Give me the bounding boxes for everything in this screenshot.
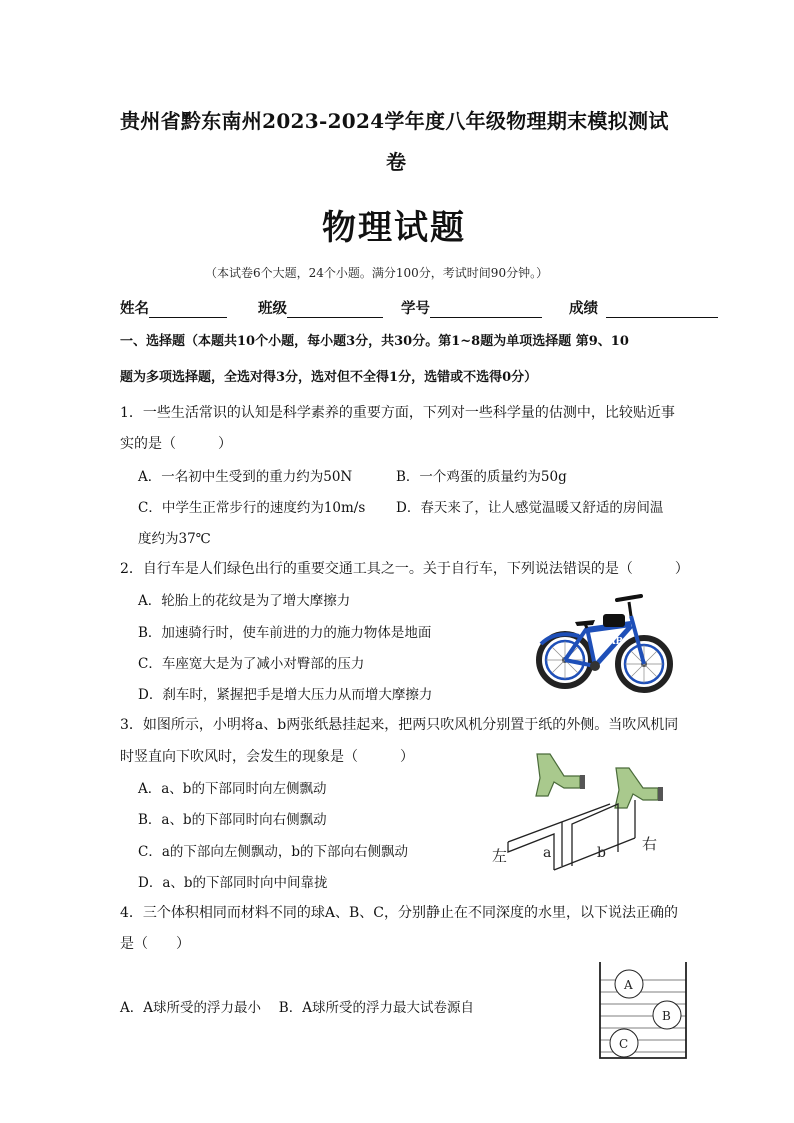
ball-c-label: C (619, 1037, 629, 1051)
name-label: 姓名 (120, 300, 149, 317)
ball-c (610, 1029, 638, 1057)
q2-stem: 2．自行车是人们绿色出行的重要交通工具之一。关于自行车，下列说法错误的是（ ） (120, 561, 689, 577)
q4-options-ab[interactable]: A．A球所受的浮力最小 B．A球所受的浮力最大试卷源自 (120, 1000, 474, 1016)
class-blank[interactable] (287, 301, 383, 318)
pedal-crank (590, 661, 600, 671)
paper-sheets (508, 800, 635, 870)
stem (629, 602, 631, 616)
bicycle-figure (535, 588, 675, 700)
q3-option-a[interactable]: A．a、b的下部同时向左侧飘动 (138, 781, 327, 797)
section1-line2: 题为多项选择题，全选对得3分，选对但不全得1分，选错或不选得0分） (120, 370, 538, 385)
q2-option-b[interactable]: B．加速骑行时，使车前进的力的施力物体是地面 (138, 625, 432, 641)
ball-b (653, 1001, 681, 1029)
handlebar (617, 596, 641, 600)
name-field[interactable] (120, 297, 227, 318)
score-blank[interactable] (606, 301, 718, 318)
score-field[interactable] (569, 297, 718, 318)
label-paper-a: a (543, 845, 552, 861)
ball-a-label: A (624, 978, 633, 992)
frame-bag (603, 614, 625, 627)
exam-title-line2: 卷 (386, 150, 407, 174)
q2-option-c[interactable]: C．车座宽大是为了减小对臀部的压力 (138, 656, 365, 672)
q2-option-d[interactable]: D．刹车时，紧握把手是增大压力从而增大摩擦力 (138, 687, 433, 703)
q1-stem-line1: 1．一些生活常识的认知是科学素养的重要方面，下列对一些科学量的估测中，比较贴近事 (120, 405, 675, 421)
class-field[interactable] (258, 297, 383, 318)
q1-option-b[interactable]: B．一个鸡蛋的质量约为50g (396, 469, 567, 485)
q1-option-d-line1[interactable]: D．春天来了，让人感觉温暖又舒适的房间温 (396, 500, 664, 516)
q1-option-d-line2: 度约为37℃ (138, 531, 211, 547)
label-left: 左 (492, 847, 508, 865)
q3-option-b[interactable]: B．a、b的下部同时向右侧飘动 (138, 812, 327, 828)
label-right: 右 (642, 835, 658, 853)
label-paper-b: b (597, 845, 606, 861)
right-hair-dryer (615, 768, 663, 808)
q3-option-c[interactable]: C．a的下部向左侧飘动，b的下部向右侧飘动 (138, 844, 409, 860)
svg-text:KAB: KAB (601, 637, 624, 647)
q4-stem-line2: 是（ ） (120, 936, 190, 952)
student-no-field[interactable] (401, 297, 542, 318)
q3-stem-line1: 3．如图所示，小明将a、b两张纸悬挂起来，把两只吹风机分别置于纸的外侧。当吹风机同 (120, 717, 679, 733)
main-title: 物理试题 (322, 208, 466, 248)
q2-option-a[interactable]: A．轮胎上的花纹是为了增大摩擦力 (138, 593, 351, 609)
ball-b-label: B (662, 1009, 671, 1023)
hair-dryer-figure (490, 748, 675, 883)
exam-title-line1: 贵州省黔东南州2023-2024学年度八年级物理期末模拟测试 (120, 109, 669, 133)
section1-line1: 一、选择题（本题共10个小题，每小题3分，共30分。第1~8题为单项选择题 第9、10 (120, 334, 629, 349)
q3-option-d[interactable]: D．a、b的下部同时向中间靠拢 (138, 875, 328, 891)
q1-stem-line2: 实的是（ ） (120, 436, 232, 452)
q1-option-a[interactable]: A．一名初中生受到的重力约为50N (138, 469, 353, 485)
student-no-label: 学号 (401, 300, 430, 317)
name-blank[interactable] (149, 301, 227, 318)
left-hair-dryer (536, 754, 585, 796)
class-label: 班级 (258, 300, 287, 317)
exam-note: （本试卷6个大题，24个小题。满分100分，考试时间90分钟。） (205, 266, 549, 280)
water-container-figure (590, 960, 692, 1062)
q4-stem-line1: 4．三个体积相同而材料不同的球A、B、C，分别静止在不同深度的水里，以下说法正确的 (120, 905, 679, 921)
q3-stem-line2: 时竖直向下吹风时，会发生的现象是（ ） (120, 749, 414, 765)
ball-a (615, 970, 643, 998)
score-label: 成绩 (569, 300, 598, 317)
student-no-blank[interactable] (430, 301, 542, 318)
q1-option-c[interactable]: C．中学生正常步行的速度约为10m/s (138, 500, 366, 516)
